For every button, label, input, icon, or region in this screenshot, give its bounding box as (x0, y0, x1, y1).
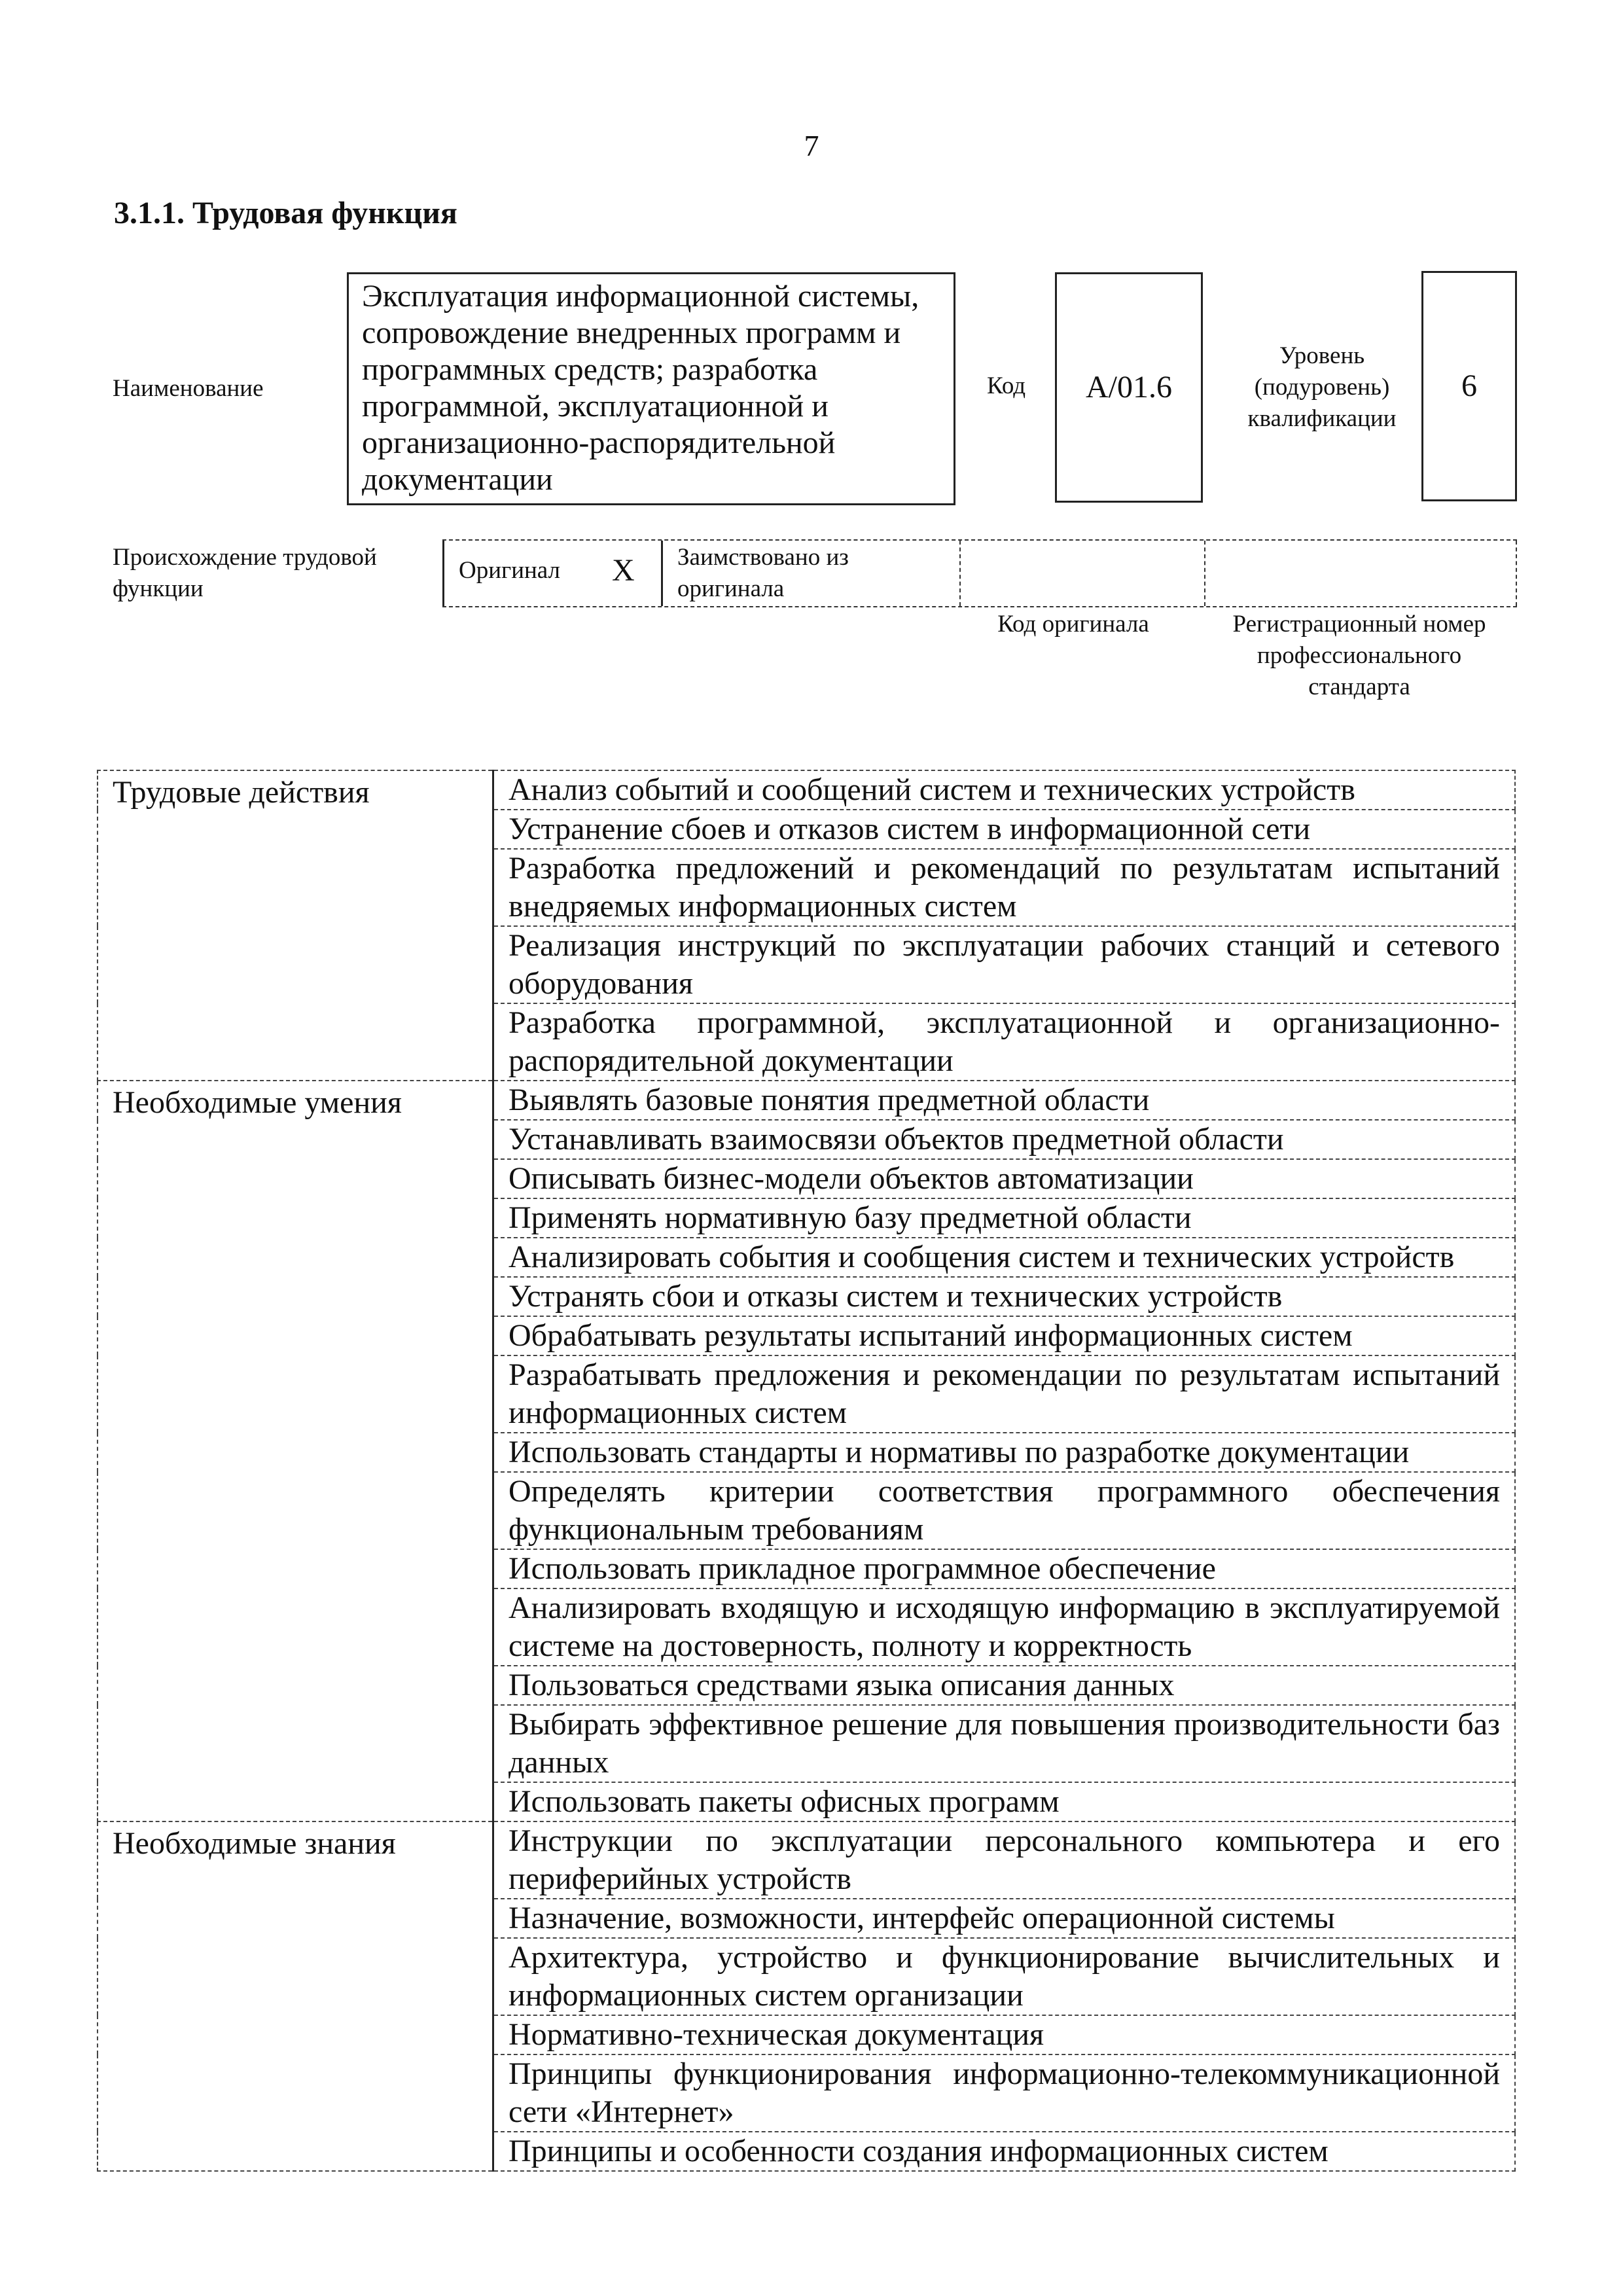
borrowed-label: Заимствовано из оригинала (677, 544, 849, 602)
item-cell: Использовать прикладное программное обеспечение (493, 1549, 1516, 1588)
item-cell: Использовать стандарты и нормативы по разработке документации (493, 1433, 1516, 1472)
item-cell: Нормативно-техническая документация (493, 2015, 1516, 2054)
item-cell: Реализация инструкций по эксплуатации рабочих станций и сетевого оборудования (493, 926, 1516, 1003)
origin-borrowed-cell (661, 541, 959, 606)
item-cell: Разработка программной, эксплуатационной и организационно-распорядительной документации (493, 1003, 1516, 1081)
code-value-box (1055, 272, 1203, 503)
item-cell: Анализировать входящую и исходящую информацию в эксплуатируемой системе на достоверность, полноту и корректность (493, 1588, 1516, 1666)
item-cell: Анализировать события и сообщения систем и технических устройств (493, 1238, 1516, 1277)
section-title: 3.1.1. Трудовая функция (114, 196, 457, 230)
item-cell: Анализ событий и сообщений систем и технических устройств (493, 770, 1516, 810)
name-label: Наименование (113, 375, 264, 402)
item-cell: Архитектура, устройство и функционирование вычислительных и информационных систем организации (493, 1938, 1516, 2015)
origin-row (442, 539, 1517, 607)
table-row (98, 1081, 1515, 1120)
function-table-body (98, 770, 1515, 2171)
origin-reg-cell (1204, 541, 1517, 606)
item-cell: Назначение, возможности, интерфейс операционной системы (493, 1899, 1516, 1938)
item-cell: Определять критерии соответствия программного обеспечения функциональным требованиям (493, 1472, 1516, 1549)
code-label: Код (987, 372, 1026, 399)
origin-label: Происхождение трудовой функции (113, 544, 377, 602)
item-cell: Использовать пакеты офисных программ (493, 1782, 1516, 1821)
level-value: 6 (1461, 368, 1477, 403)
name-value: Эксплуатация информационной системы, сопровождение внедренных программ и программных средств; разработка программной, эксплуатационной и организационно-распорядительной документации (362, 279, 919, 497)
item-cell: Принципы функционирования информационно-телекоммуникационной сети «Интернет» (493, 2054, 1516, 2132)
item-cell: Обрабатывать результаты испытаний информационных систем (493, 1316, 1516, 1355)
registration-number-caption: Регистрационный номер профессионального стандарта (1232, 611, 1486, 700)
name-value-box (347, 272, 955, 505)
item-cell: Описывать бизнес-модели объектов автоматизации (493, 1159, 1516, 1198)
category-cell: Необходимые знания (98, 1821, 493, 2171)
item-cell: Разрабатывать предложения и рекомендации по результатам испытаний информационных систем (493, 1355, 1516, 1433)
item-cell: Устранение сбоев и отказов систем в информационной сети (493, 810, 1516, 849)
function-table (97, 770, 1516, 2172)
table-row (98, 1821, 1515, 1899)
table-row (98, 770, 1515, 810)
origin-code-cell (959, 541, 1204, 606)
level-value-box (1421, 271, 1517, 501)
item-cell: Выявлять базовые понятия предметной области (493, 1081, 1516, 1120)
original-mark: X (612, 553, 635, 588)
item-cell: Применять нормативную базу предметной области (493, 1198, 1516, 1238)
item-cell: Разработка предложений и рекомендаций по результатам испытаний внедряемых информационных систем (493, 849, 1516, 926)
item-cell: Принципы и особенности создания информационных систем (493, 2132, 1516, 2171)
origin-original-cell (442, 541, 661, 606)
level-label: Уровень (подуровень) квалификации (1247, 342, 1397, 432)
item-cell: Инструкции по эксплуатации персонального компьютера и его периферийных устройств (493, 1821, 1516, 1899)
category-cell: Необходимые умения (98, 1081, 493, 1821)
item-cell: Пользоваться средствами языка описания данных (493, 1666, 1516, 1705)
code-value: А/01.6 (1086, 370, 1172, 404)
page-number: 7 (804, 129, 819, 162)
original-label: Оригинал (459, 557, 561, 584)
item-cell: Устанавливать взаимосвязи объектов предметной области (493, 1120, 1516, 1159)
item-cell: Устранять сбои и отказы систем и технических устройств (493, 1277, 1516, 1316)
category-cell: Трудовые действия (98, 770, 493, 1081)
item-cell: Выбирать эффективное решение для повышения производительности баз данных (493, 1705, 1516, 1782)
code-original-caption: Код оригинала (997, 611, 1149, 637)
